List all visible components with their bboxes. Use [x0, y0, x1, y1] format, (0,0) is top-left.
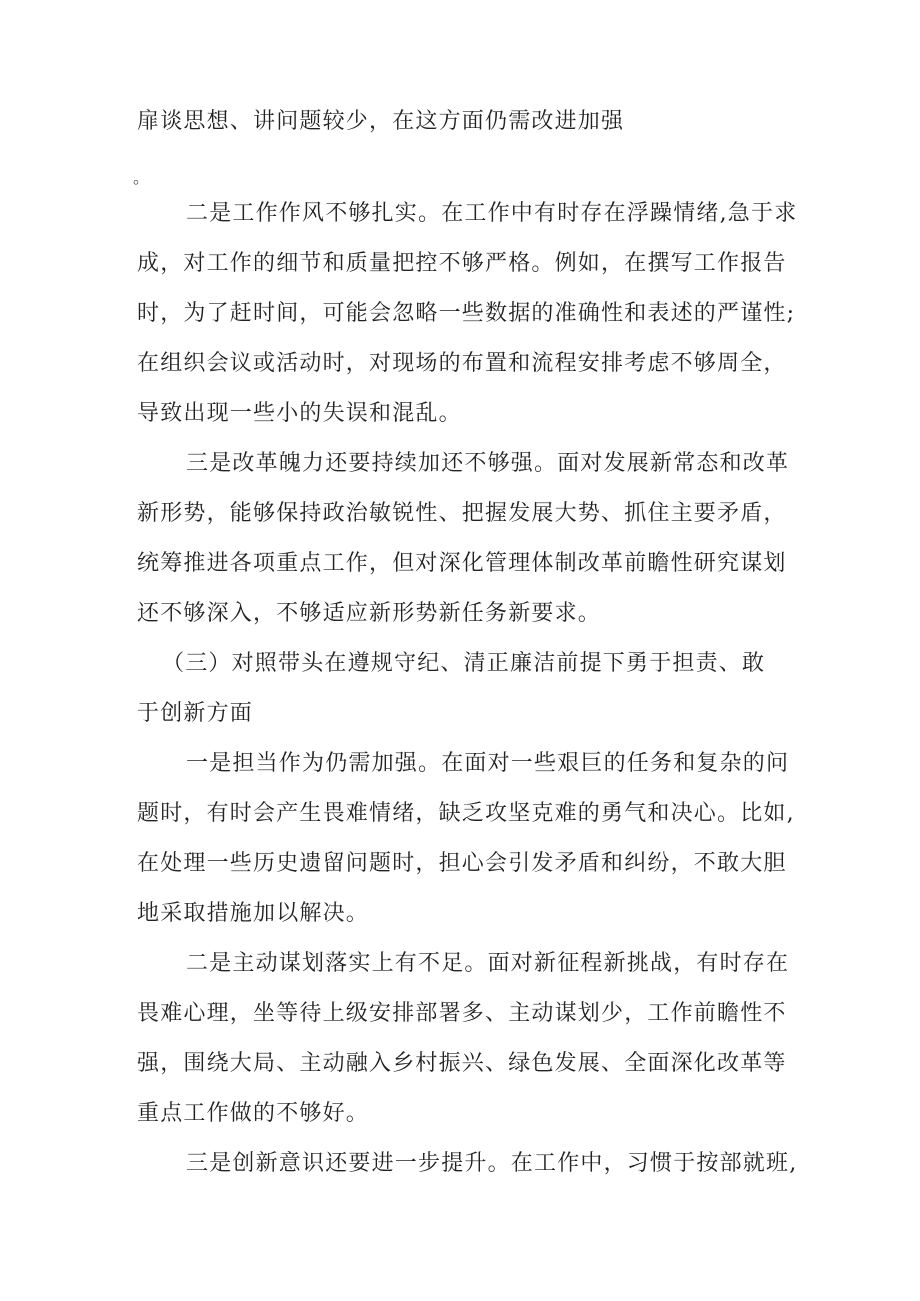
- text-line: 扉谈思想、讲问题较少，在这方面仍需改进加强: [137, 109, 625, 134]
- text-line: 还不够深入，不够适应新形势新任务新要求。: [137, 601, 602, 626]
- text-line: 畏难心理，坐等待上级安排部署多、主动谋划少，工作前瞻性不: [137, 1001, 787, 1026]
- text-line: 题时，有时会产生畏难情绪，缺乏攻坚克难的勇气和决心。比如,: [137, 801, 795, 826]
- paragraph-start-line: 二是工作作风不够扎实。在工作中有时存在浮躁情绪,急于求: [186, 201, 798, 226]
- text-line: 时，为了赶时间，可能会忽略一些数据的准确性和表述的严谨性;: [137, 301, 796, 326]
- section-heading-line: （三）对照带头在遵规守纪、清正廉洁前提下勇于担责、敢: [162, 651, 766, 676]
- section-heading-line: 于创新方面: [137, 701, 254, 726]
- text-line: 地采取措施加以解决。: [137, 901, 370, 926]
- text-line: 新形势，能够保持政治敏锐性、把握发展大势、抓住主要矛盾，: [137, 501, 787, 526]
- text-line: 成，对工作的细节和质量把控不够严格。例如，在撰写工作报告: [137, 251, 787, 276]
- text-line: 统筹推进各项重点工作，但对深化管理体制改革前瞻性研究谋划: [137, 551, 787, 576]
- text-line: 在组织会议或活动时，对现场的布置和流程安排考虑不够周全，: [137, 351, 787, 376]
- text-line: 强，围绕大局、主动融入乡村振兴、绿色发展、全面深化改革等: [137, 1051, 787, 1076]
- text-line: 导致出现一些小的失误和混乱。: [137, 401, 462, 426]
- paragraph-start-line: 二是主动谋划落实上有不足。面对新征程新挑战，有时存在: [186, 951, 790, 976]
- paragraph-start-line: 三是改革魄力还要持续加还不够强。面对发展新常态和改革: [186, 451, 790, 476]
- text-line: 。: [133, 168, 150, 187]
- paragraph-start-line: 三是创新意识还要进一步提升。在工作中，习惯于按部就班,: [186, 1151, 798, 1176]
- text-line: 重点工作做的不够好。: [137, 1101, 370, 1126]
- paragraph-start-line: 一是担当作为仍需加强。在面对一些艰巨的任务和复杂的问: [186, 751, 790, 776]
- text-line: 在处理一些历史遗留问题时，担心会引发矛盾和纠纷，不敢大胆: [137, 851, 787, 876]
